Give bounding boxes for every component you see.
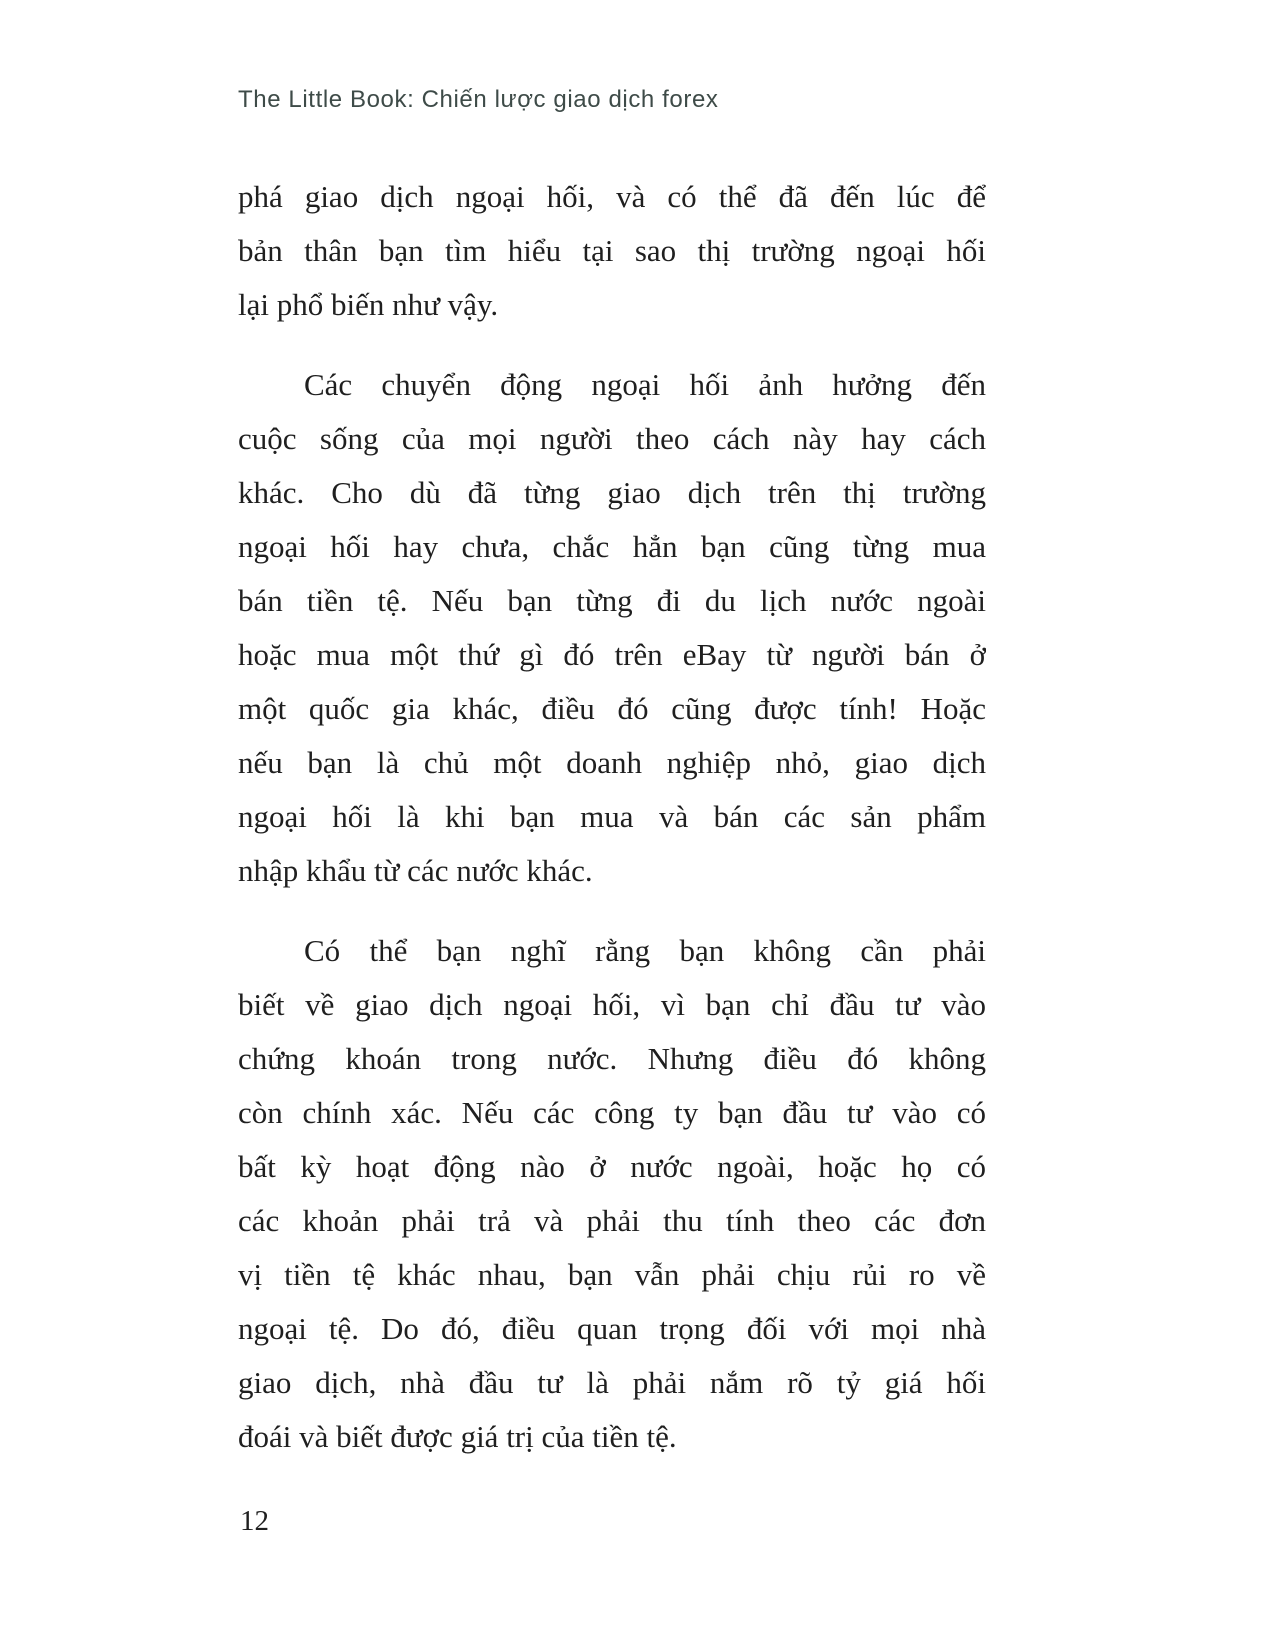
text-line: lại phổ biến như vậy.: [238, 287, 499, 322]
text-line: bán tiền tệ. Nếu bạn từng đi du lịch nước ngoài: [238, 583, 986, 618]
text-line: nếu bạn là chủ một doanh nghiệp nhỏ, giao dịch: [238, 745, 986, 780]
paragraph-forex-affects-everyone: [238, 358, 986, 898]
text-line: giao dịch, nhà đầu tư là phải nắm rõ tỷ giá hối: [238, 1365, 986, 1400]
text-line: vị tiền tệ khác nhau, bạn vẫn phải chịu rủi ro về: [238, 1257, 986, 1292]
text-line: phá giao dịch ngoại hối, và có thể đã đến lúc để: [238, 179, 986, 214]
text-line: còn chính xác. Nếu các công ty bạn đầu tư vào có: [238, 1095, 986, 1130]
text-line: Có thể bạn nghĩ rằng bạn không cần phải: [304, 933, 986, 968]
text-line: các khoản phải trả và phải thu tính theo các đơn: [238, 1203, 986, 1238]
text-line: ngoại hối hay chưa, chắc hẳn bạn cũng từng mua: [238, 529, 986, 564]
text-line: cuộc sống của mọi người theo cách này hay cách: [238, 421, 986, 456]
text-line: biết về giao dịch ngoại hối, vì bạn chỉ đầu tư vào: [238, 987, 986, 1022]
text-line: ngoại tệ. Do đó, điều quan trọng đối với mọi nhà: [238, 1311, 986, 1346]
running-header: The Little Book: Chiến lược giao dịch forex: [238, 86, 719, 113]
text-line: khác. Cho dù đã từng giao dịch trên thị trường: [238, 475, 986, 510]
text-line: đoái và biết được giá trị của tiền tệ.: [238, 1419, 677, 1454]
text-line: ngoại hối là khi bạn mua và bán các sản phẩm: [238, 799, 986, 834]
text-line: bất kỳ hoạt động nào ở nước ngoài, hoặc họ có: [238, 1149, 986, 1184]
text-line: chứng khoán trong nước. Nhưng điều đó không: [238, 1041, 986, 1076]
text-line: bản thân bạn tìm hiểu tại sao thị trường ngoại hối: [238, 233, 986, 268]
text-line: nhập khẩu từ các nước khác.: [238, 853, 593, 888]
text-line: Các chuyển động ngoại hối ảnh hưởng đến: [304, 367, 986, 402]
body-text: [238, 170, 986, 1464]
page-number: 12: [240, 1505, 269, 1537]
text-line: một quốc gia khác, điều đó cũng được tính! Hoặc: [238, 691, 986, 726]
paragraph-continuation: [238, 170, 986, 332]
text-line: hoặc mua một thứ gì đó trên eBay từ người bán ở: [238, 637, 986, 672]
paragraph-why-you-need-forex: [238, 924, 986, 1464]
